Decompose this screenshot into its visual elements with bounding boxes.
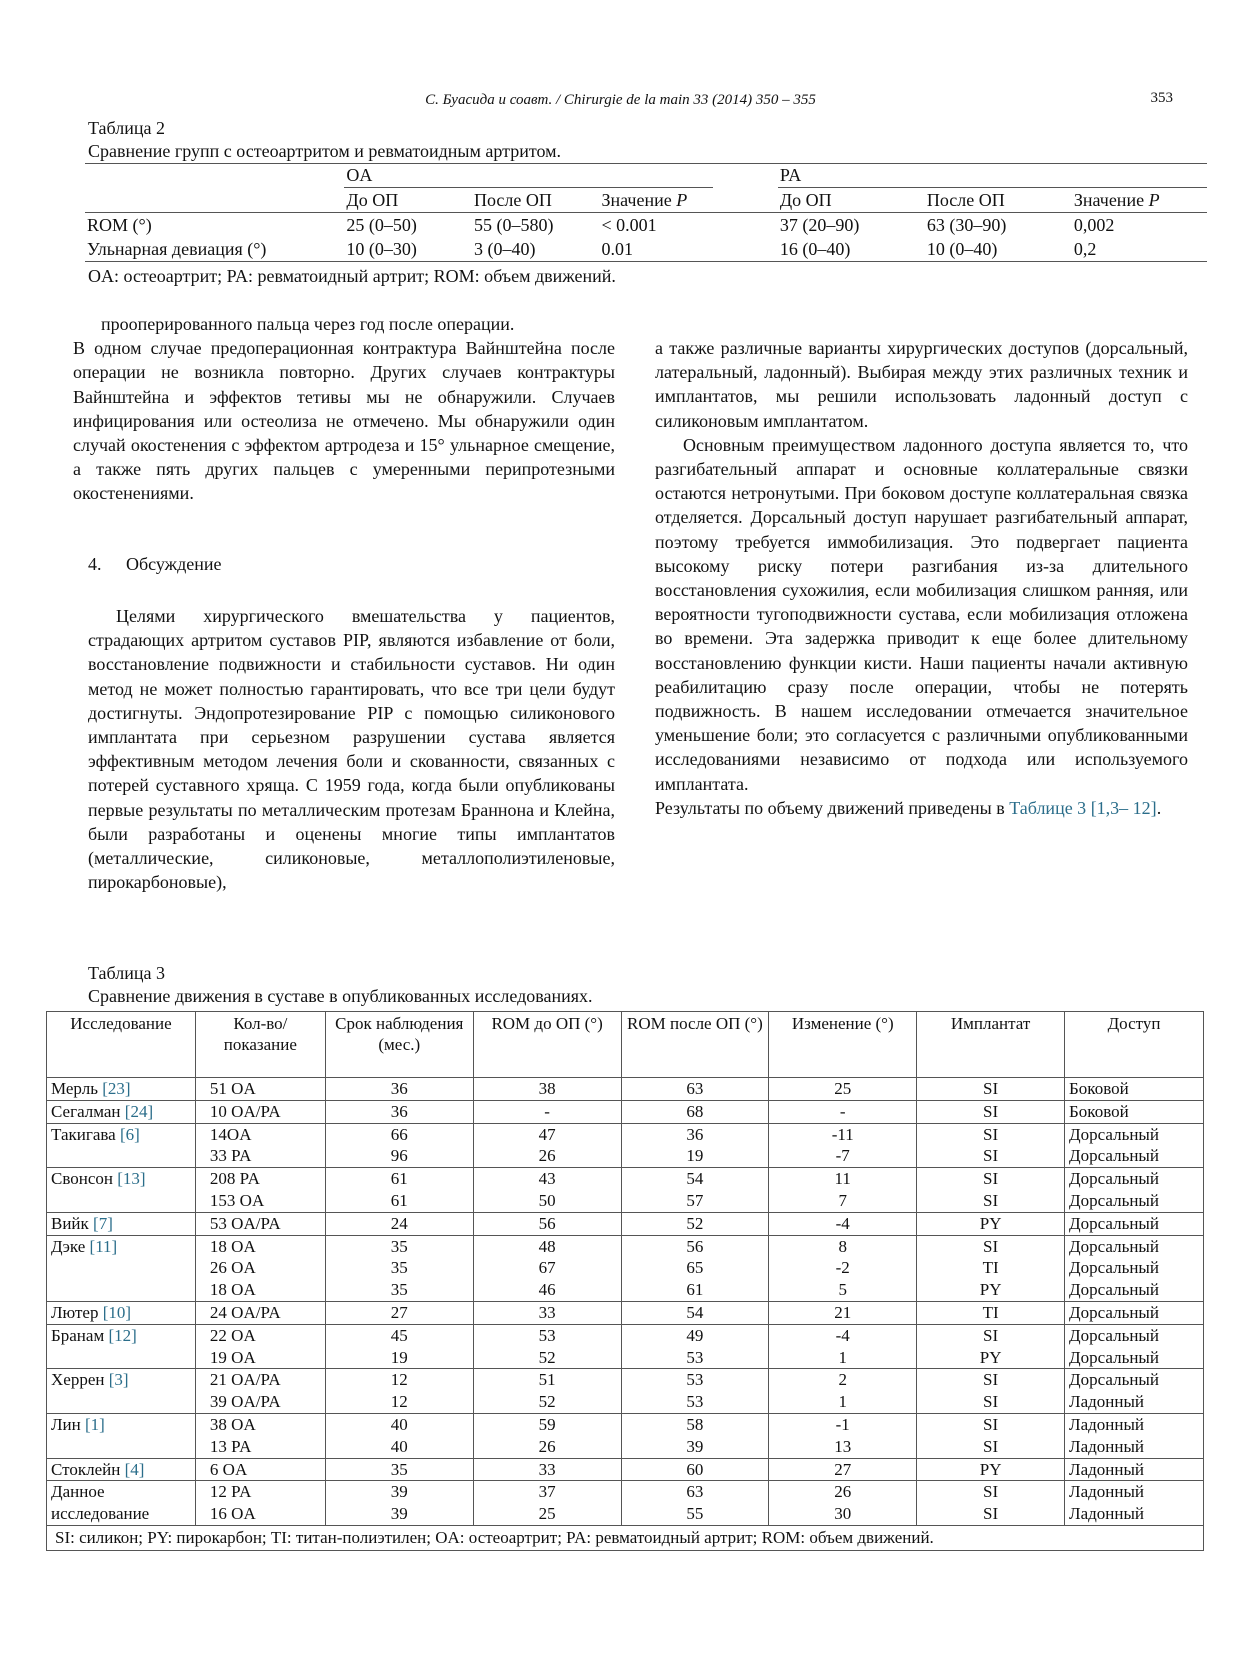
table-cell: Дорсальный Дорсальный	[1065, 1168, 1204, 1213]
table-cell: 63	[621, 1078, 769, 1101]
table-cell: 36 19	[621, 1123, 769, 1168]
table-cell: 66 96	[325, 1123, 473, 1168]
table2-header: Значение P	[600, 188, 713, 213]
study-cell: Данное исследование	[47, 1481, 196, 1526]
reference-link[interactable]: [12]	[108, 1325, 137, 1345]
table-row	[47, 1212, 1204, 1235]
table-cell: SI	[917, 1100, 1065, 1123]
reference-link[interactable]: [6]	[119, 1124, 140, 1144]
table-cell: -11 -7	[769, 1123, 917, 1168]
table-cell: 43 50	[473, 1168, 621, 1213]
reference-link[interactable]: [10]	[102, 1302, 132, 1322]
table-cell: Дорсальный	[1065, 1301, 1204, 1324]
table-cell: -4 1	[769, 1324, 917, 1369]
study-cell: Такигава [6]	[47, 1123, 196, 1168]
table-cell: 22 OA 19 OA	[195, 1324, 325, 1369]
table-row	[47, 1123, 1204, 1168]
table-row	[47, 1168, 1204, 1213]
reference-link[interactable]: [1]	[84, 1414, 105, 1434]
table2-header: После ОП	[925, 188, 1072, 213]
table-cell: SI TI PY	[917, 1235, 1065, 1301]
table-cell: Ладонный	[1065, 1458, 1204, 1481]
table-cell: 18 OA 26 OA 18 OA	[195, 1235, 325, 1301]
table-cell: 27	[325, 1301, 473, 1324]
table2-caption	[88, 117, 561, 163]
table-cell: Дорсальный	[1065, 1212, 1204, 1235]
study-cell: Сегалман [24]	[47, 1100, 196, 1123]
table2-header: После ОП	[472, 188, 600, 213]
table-cell: 56 65 61	[621, 1235, 769, 1301]
reference-link[interactable]: [1,3– 12]	[1090, 797, 1157, 818]
table-cell: Ладонный Ладонный	[1065, 1413, 1204, 1458]
paragraph: Целями хирургического вмешательства у пациентов, страдающих артритом суставов PIP, являются избавление от боли, восстановление подвижности и стабильности суставов. Ни один метод не может полностью гарантировать, что все три цели будут достигнуты. Эндопротезирование PIP с помощью силиконового имплантата при серьезном разрушении сустава является эффективным методом лечения боли и скованности, связанных с потерей суставного хряща. С 1959 года, когда были опубликованы первые результаты по металлическим протезам Браннона и Клейна, были разработаны и оценены многие типы имплантатов (металлические, силиконовые, металлополиэтиленовые, пирокарбоновые),	[88, 606, 615, 893]
table-cell: 27	[769, 1458, 917, 1481]
reference-link[interactable]: [3]	[108, 1370, 129, 1390]
table-cell: 54 57	[621, 1168, 769, 1213]
table-cell: 63 55	[621, 1481, 769, 1526]
table2	[85, 163, 1207, 262]
table-cell: 53 53	[621, 1369, 769, 1414]
table-cell: 59 26	[473, 1413, 621, 1458]
column-header: Кол-во/ показание	[195, 1012, 325, 1078]
table2-header: Значение P	[1072, 188, 1207, 213]
table-row	[47, 1481, 1204, 1526]
table-cell: 14OA 33 PA	[195, 1123, 325, 1168]
table-cell: SI SI	[917, 1413, 1065, 1458]
table3-label: Таблица 3	[88, 963, 165, 983]
column-header: Изменение (°)	[769, 1012, 917, 1078]
table2-header: До ОП	[778, 188, 925, 213]
table3-link[interactable]: Таблице 3	[1009, 797, 1087, 818]
table-cell: 33	[473, 1301, 621, 1324]
table-cell: 40 40	[325, 1413, 473, 1458]
table-cell: 68	[621, 1100, 769, 1123]
paragraph: Результаты по объему движений приведены в Таблице 3 [1,3– 12].	[655, 797, 1162, 818]
table-cell: 56	[473, 1212, 621, 1235]
table3-caption	[88, 962, 593, 1008]
table3-title: Сравнение движения в суставе в опубликованных исследованиях.	[88, 986, 593, 1006]
table-row	[47, 1369, 1204, 1414]
table2-row: Ульнарная девиация (°) 10 (0–30) 3 (0–40) 0.01 16 (0–40) 10 (0–40) 0,2	[85, 237, 1207, 262]
left-column	[73, 312, 615, 506]
table-row	[47, 1458, 1204, 1481]
table-cell: 33	[473, 1458, 621, 1481]
reference-link[interactable]: [11]	[89, 1236, 118, 1256]
section-heading	[88, 554, 222, 575]
table-cell: 8 -2 5	[769, 1235, 917, 1301]
section-title: Обсуждение	[126, 554, 222, 574]
table-cell: 48 67 46	[473, 1235, 621, 1301]
table2-group-oa: OA	[344, 163, 713, 188]
reference-link[interactable]: [13]	[117, 1169, 146, 1189]
study-cell: Дэке [11]	[47, 1235, 196, 1301]
table-cell: SI SI	[917, 1168, 1065, 1213]
column-header: ROM до ОП (°)	[473, 1012, 621, 1078]
table3-header-row	[47, 1012, 1204, 1078]
table-cell: 35 35 35	[325, 1235, 473, 1301]
table-cell: 6 OA	[195, 1458, 325, 1481]
table-row	[47, 1100, 1204, 1123]
table-cell: 61 61	[325, 1168, 473, 1213]
table-cell: -1 13	[769, 1413, 917, 1458]
section-number: 4.	[88, 554, 102, 574]
table-cell: 51 OA	[195, 1078, 325, 1101]
table-row	[47, 1301, 1204, 1324]
reference-link[interactable]: [24]	[124, 1101, 154, 1121]
table-row	[47, 1235, 1204, 1301]
table2-label: Таблица 2	[88, 118, 165, 138]
table-cell: SI SI	[917, 1369, 1065, 1414]
table-cell: 38 OA 13 PA	[195, 1413, 325, 1458]
table-cell: 53 52	[473, 1324, 621, 1369]
study-cell: Херрен [3]	[47, 1369, 196, 1414]
table-cell: 12 PA 16 OA	[195, 1481, 325, 1526]
table-cell: 24	[325, 1212, 473, 1235]
column-header: Срок наблюдения (мес.)	[325, 1012, 473, 1078]
table-cell: 35	[325, 1458, 473, 1481]
table-cell: Ладонный Ладонный	[1065, 1481, 1204, 1526]
table-cell: Боковой	[1065, 1100, 1204, 1123]
table3	[46, 1011, 1204, 1551]
table-cell: SI PY	[917, 1324, 1065, 1369]
table-cell: -	[473, 1100, 621, 1123]
column-header: ROM после ОП (°)	[621, 1012, 769, 1078]
table-cell: SI	[917, 1078, 1065, 1101]
running-head: С. Буасида и соавт. / Chirurgie de la main 33 (2014) 350 – 355	[425, 92, 816, 108]
study-cell: Свонсон [13]	[47, 1168, 196, 1213]
table-cell: 24 OA/PA	[195, 1301, 325, 1324]
table-cell: Дорсальный Дорсальный Дорсальный	[1065, 1235, 1204, 1301]
table-cell: 36	[325, 1078, 473, 1101]
table-cell: Боковой	[1065, 1078, 1204, 1101]
page-number: 353	[1150, 90, 1173, 106]
study-cell: Лютер [10]	[47, 1301, 196, 1324]
reference-link[interactable]: [4]	[124, 1459, 145, 1479]
table-cell: 21 OA/PA 39 OA/PA	[195, 1369, 325, 1414]
table-cell: 12 12	[325, 1369, 473, 1414]
study-cell: Бранам [12]	[47, 1324, 196, 1369]
study-cell: Стоклейн [4]	[47, 1458, 196, 1481]
table2-group-pa: PA	[778, 163, 1207, 188]
table-row	[47, 1413, 1204, 1458]
table-cell: 37 25	[473, 1481, 621, 1526]
table-cell: 60	[621, 1458, 769, 1481]
paragraph: Основным преимуществом ладонного доступа является то, что разгибательный аппарат и основные коллатеральные связки остаются нетронутыми. При боковом доступе коллатеральная связка отделяется. Дорсальный доступ нарушает разгибательный аппарат, поэтому требуется иммобилизация. Это подвергает пациента высокому риску потери разгибания из-за длительного восстановления сухожилия, если мобилизация слишком ранняя, или вероятности тугоподвижности сустава, если мобилизация отложена во времени. Эта задержка приводит к еще более длительному восстановлению функции кисти. Наши пациенты начали активную реабилитацию сразу после операции, чтобы не потерять подвижность. В нашем исследовании отмечается значительное уменьшение боли; это согласуется с различными опубликованными исследованиями независимо от подхода или используемого имплантата.	[655, 434, 1188, 794]
table-cell: 53 OA/PA	[195, 1212, 325, 1235]
table-row	[47, 1324, 1204, 1369]
paragraph: В одном случае предоперационная контрактура Вайнштейна после операции не возникла повторно. Других случаев контрактуры Вайнштейна и эффектов тетивы мы не обнаружили. Случаев инфицирования или остеолиза не отмечено. Мы обнаружили один случай окостенения с эффектом артродеза и 15° ульнарное смещение, а также пять других пальцев с умеренными перипротезными окостенениями.	[73, 338, 615, 504]
table-cell: 26 30	[769, 1481, 917, 1526]
table-cell: 51 52	[473, 1369, 621, 1414]
table-cell: 25	[769, 1078, 917, 1101]
table-cell: -4	[769, 1212, 917, 1235]
table-cell: PY	[917, 1212, 1065, 1235]
table3-body	[47, 1078, 1204, 1526]
table-cell: PY	[917, 1458, 1065, 1481]
table-row	[47, 1078, 1204, 1101]
table-cell: Дорсальный Дорсальный	[1065, 1324, 1204, 1369]
left-column-discussion	[88, 604, 615, 894]
table-cell: -	[769, 1100, 917, 1123]
right-column	[655, 336, 1188, 820]
table-cell: 39 39	[325, 1481, 473, 1526]
table-cell: SI SI	[917, 1123, 1065, 1168]
table-cell: 52	[621, 1212, 769, 1235]
table-cell: Дорсальный Дорсальный	[1065, 1123, 1204, 1168]
table-cell: TI	[917, 1301, 1065, 1324]
table-cell: Дорсальный Ладонный	[1065, 1369, 1204, 1414]
column-header: Имплантат	[917, 1012, 1065, 1078]
table2-row: ROM (°) 25 (0–50) 55 (0–580) < 0.001 37 (20–90) 63 (30–90) 0,002	[87, 214, 1115, 235]
study-cell: Мерль [23]	[47, 1078, 196, 1101]
table2-header: До ОП	[344, 188, 472, 213]
table-cell: 36	[325, 1100, 473, 1123]
paragraph: а также различные варианты хирургических доступов (дорсальный, латеральный, ладонный). Выбирая между этих различных техник и имплантатов, мы решили использовать ладонный доступ с силиконовым имплантатом.	[655, 338, 1188, 431]
table-cell: 21	[769, 1301, 917, 1324]
column-header: Исследование	[47, 1012, 196, 1078]
table-cell: SI SI	[917, 1481, 1065, 1526]
table-cell: 47 26	[473, 1123, 621, 1168]
table-cell: 11 7	[769, 1168, 917, 1213]
table-cell: 38	[473, 1078, 621, 1101]
table-cell: 10 OA/PA	[195, 1100, 325, 1123]
study-cell: Лин [1]	[47, 1413, 196, 1458]
paragraph: прооперированного пальца через год после операции.	[101, 314, 515, 334]
table-cell: 208 PA 153 OA	[195, 1168, 325, 1213]
reference-link[interactable]: [23]	[102, 1079, 131, 1098]
table2-title: Сравнение групп с остеоартритом и ревматоидным артритом.	[88, 141, 562, 161]
table2-note: OA: остеоартрит; PA: ревматоидный артрит; ROM: объем движений.	[88, 266, 616, 286]
table3-note: SI: силикон; PY: пирокарбон; TI: титан-полиэтилен; OA: остеоартрит; PA: ревматоидный артрит; ROM: объем движений.	[47, 1525, 1204, 1550]
table-cell: 54	[621, 1301, 769, 1324]
table-cell: 45 19	[325, 1324, 473, 1369]
table-cell: 49 53	[621, 1324, 769, 1369]
table-cell: 2 1	[769, 1369, 917, 1414]
column-header: Доступ	[1065, 1012, 1204, 1078]
table-cell: 58 39	[621, 1413, 769, 1458]
reference-link[interactable]: [7]	[93, 1213, 113, 1233]
study-cell: Вийк [7]	[47, 1212, 196, 1235]
